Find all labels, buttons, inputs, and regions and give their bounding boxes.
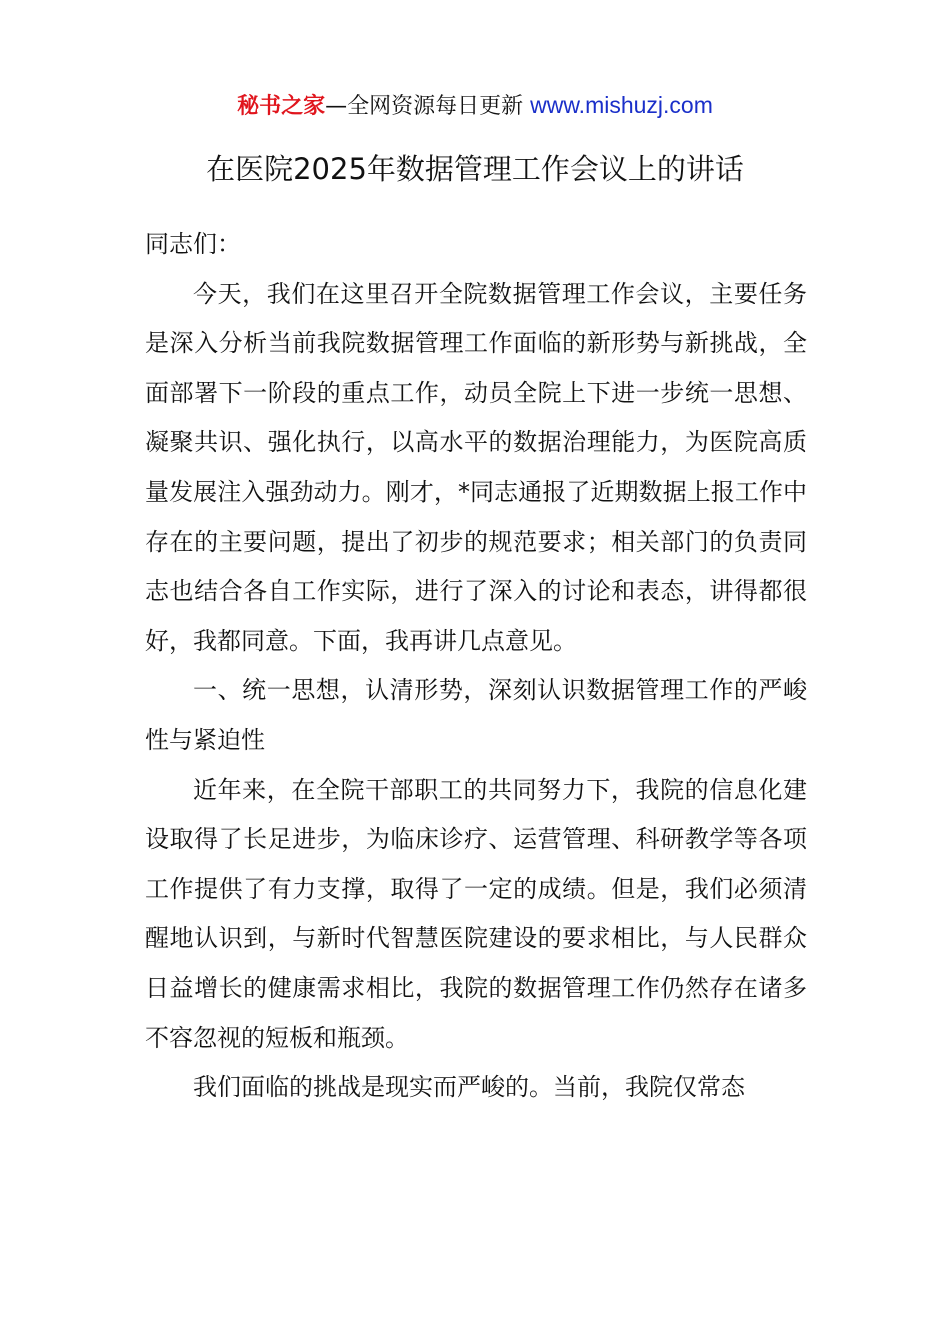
header-tagline: —全网资源每日更新 xyxy=(325,94,531,119)
brand-name: 秘书之家 xyxy=(237,94,326,119)
paragraph-opening: 今天，我们在这里召开全院数据管理工作会议，主要任务是深入分析当前我院数据管理工作面临的新形势与新挑战，全面部署下一阶段的重点工作，动员全院上下进一步统一思想、凝聚共识、强化执行，以高水平的数据治理能力，为医院高质量发展注入强劲动力。刚才，*同志通报了近期数据上报工作中存在的主要问题，提出了初步的规范要求；相关部门的负责同志也结合各自工作实际，进行了深入的讨论和表态，讲得都很好，我都同意。下面，我再讲几点意见。 xyxy=(145,279,807,655)
site-url-link[interactable]: www.mishuzj.com xyxy=(530,92,713,118)
paragraph-challenges: 我们面临的挑战是现实而严峻的。当前，我院仅常态 xyxy=(193,1073,745,1102)
site-header xyxy=(0,88,950,124)
document-body xyxy=(145,220,807,1113)
salutation: 同志们： xyxy=(145,230,241,258)
paragraph-progress: 近年来，在全院干部职工的共同努力下，我院的信息化建设取得了长足进步，为临床诊疗、运营管理、科研教学等各项工作提供了有力支撑，取得了一定的成绩。但是，我们必须清醒地认识到，与新时代智慧医院建设的要求相比，与人民群众日益增长的健康需求相比，我院的数据管理工作仍然存在诸多不容忽视的短板和瓶颈。 xyxy=(145,775,807,1052)
section-heading-one: 一、统一思想，认清形势，深刻认识数据管理工作的严峻性与紧迫性 xyxy=(145,676,807,754)
document-title: 在医院2025年数据管理工作会议上的讲话 xyxy=(206,152,744,186)
